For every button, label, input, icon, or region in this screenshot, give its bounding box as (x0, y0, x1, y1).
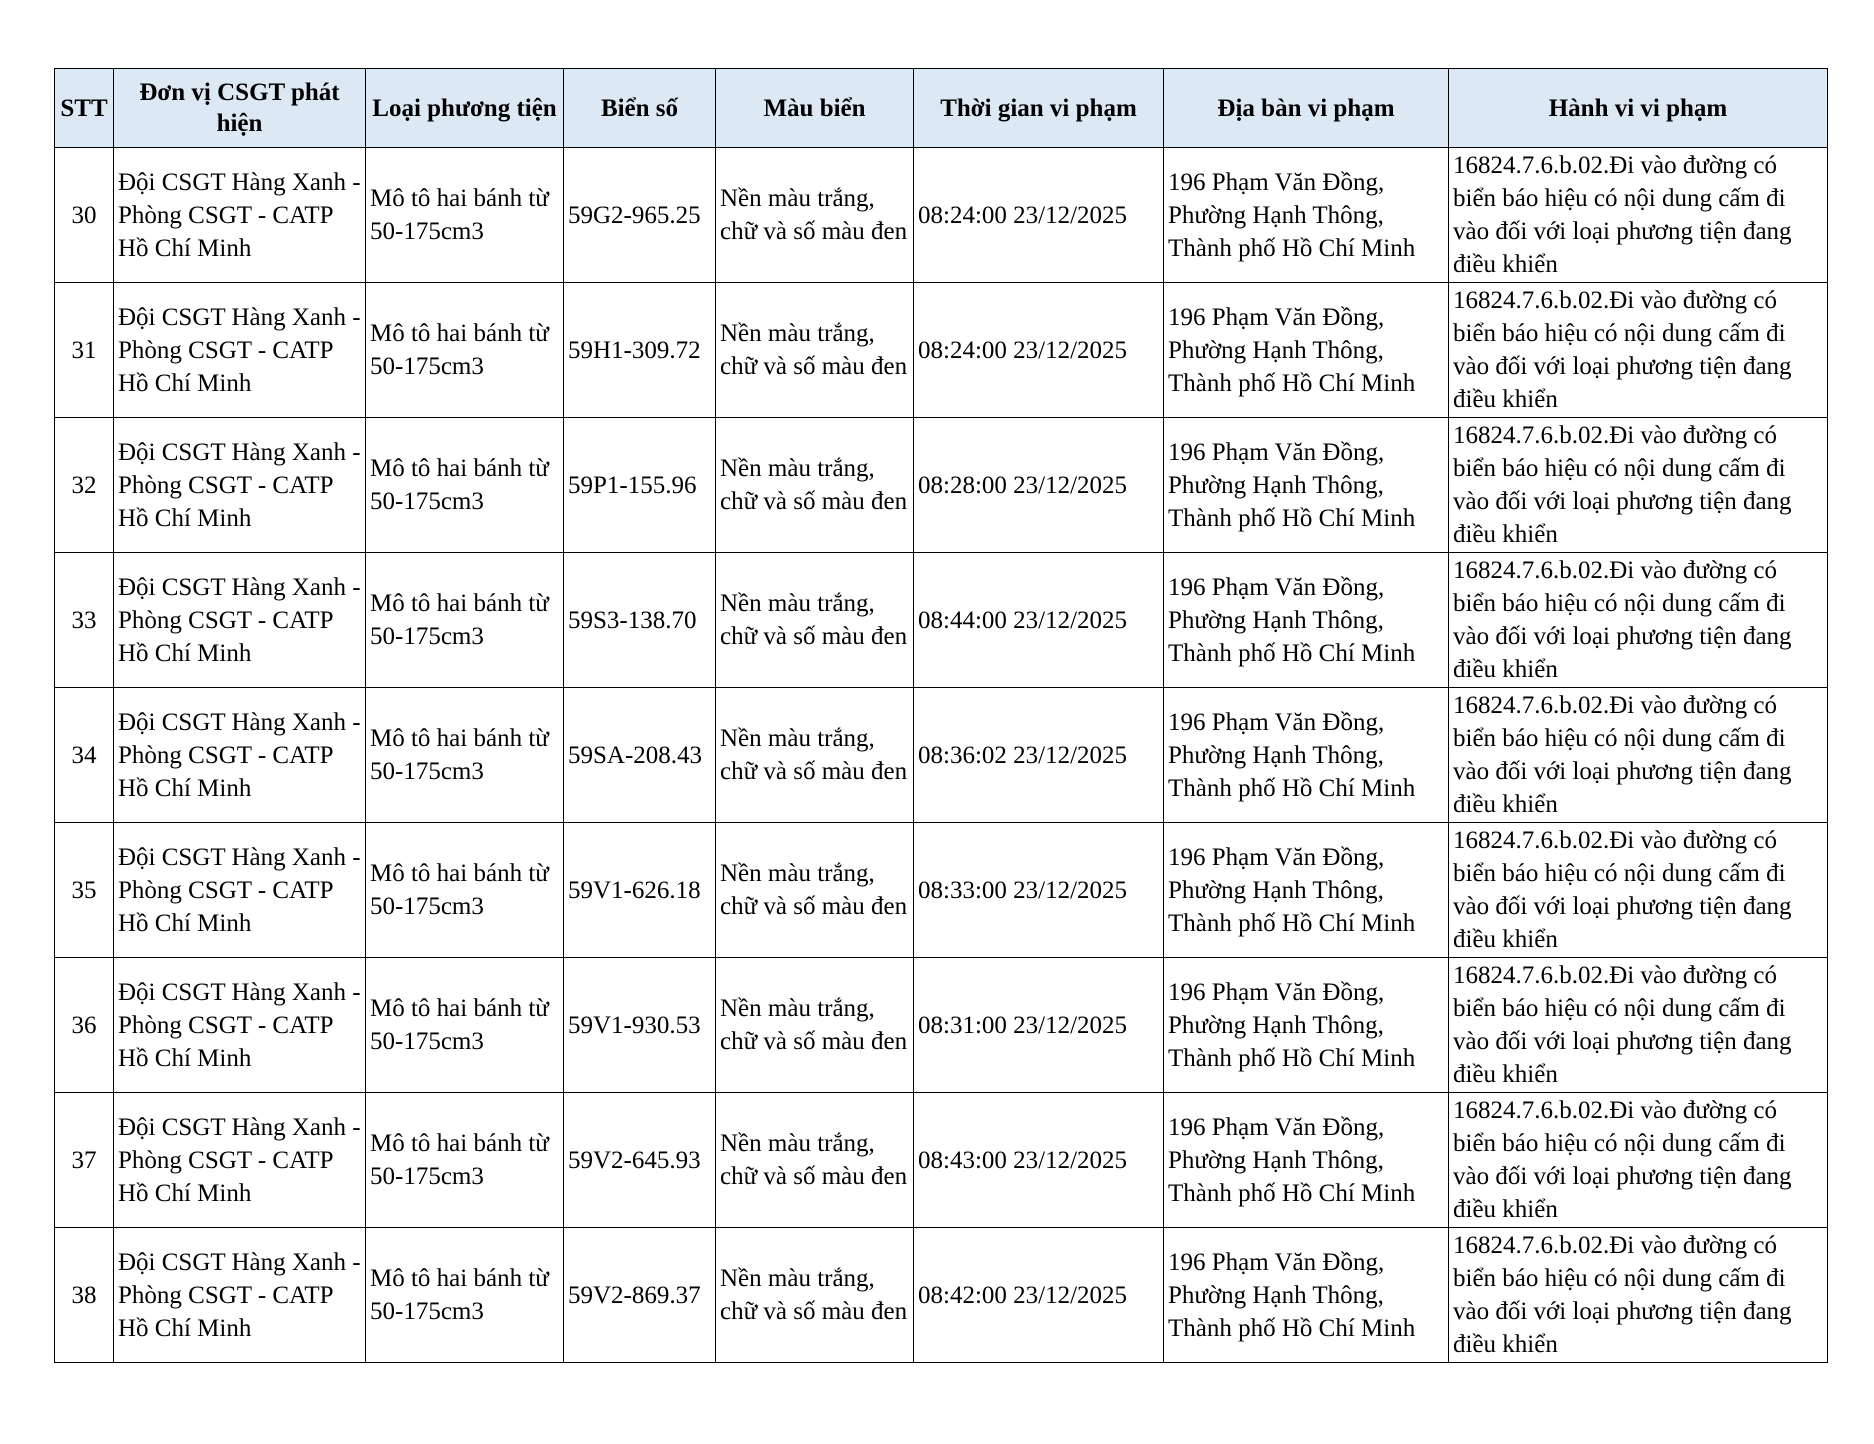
cell-plate: 59V2-869.37 (564, 1228, 716, 1363)
header-plate: Biển số (564, 69, 716, 148)
cell-violation: 16824.7.6.b.02.Đi vào đường có biển báo hiệu có nội dung cấm đi vào đối với loại phương tiện đang điều khiển (1449, 1093, 1828, 1228)
cell-vehicle: Mô tô hai bánh từ 50-175cm3 (366, 823, 564, 958)
cell-unit: Đội CSGT Hàng Xanh - Phòng CSGT - CATP Hồ Chí Minh (114, 823, 366, 958)
cell-plate: 59G2-965.25 (564, 148, 716, 283)
table-row (55, 1093, 1828, 1228)
cell-plate-color: Nền màu trắng, chữ và số màu đen (716, 958, 914, 1093)
header-violation: Hành vi vi phạm (1449, 69, 1828, 148)
cell-time: 08:24:00 23/12/2025 (914, 148, 1164, 283)
cell-unit: Đội CSGT Hàng Xanh - Phòng CSGT - CATP Hồ Chí Minh (114, 553, 366, 688)
cell-plate: 59V1-626.18 (564, 823, 716, 958)
table-row (55, 553, 1828, 688)
table-row (55, 418, 1828, 553)
cell-plate: 59SA-208.43 (564, 688, 716, 823)
cell-plate-color: Nền màu trắng, chữ và số màu đen (716, 418, 914, 553)
cell-location: 196 Phạm Văn Đồng, Phường Hạnh Thông, Thành phố Hồ Chí Minh (1164, 283, 1449, 418)
cell-plate: 59H1-309.72 (564, 283, 716, 418)
cell-stt: 36 (55, 958, 114, 1093)
cell-unit: Đội CSGT Hàng Xanh - Phòng CSGT - CATP Hồ Chí Minh (114, 283, 366, 418)
cell-stt: 38 (55, 1228, 114, 1363)
cell-vehicle: Mô tô hai bánh từ 50-175cm3 (366, 1093, 564, 1228)
cell-time: 08:36:02 23/12/2025 (914, 688, 1164, 823)
cell-violation: 16824.7.6.b.02.Đi vào đường có biển báo hiệu có nội dung cấm đi vào đối với loại phương tiện đang điều khiển (1449, 418, 1828, 553)
cell-plate-color: Nền màu trắng, chữ và số màu đen (716, 283, 914, 418)
cell-time: 08:24:00 23/12/2025 (914, 283, 1164, 418)
cell-plate-color: Nền màu trắng, chữ và số màu đen (716, 148, 914, 283)
header-vehicle: Loại phương tiện (366, 69, 564, 148)
cell-stt: 33 (55, 553, 114, 688)
table-header (55, 69, 1828, 148)
cell-stt: 30 (55, 148, 114, 283)
table-row (55, 1228, 1828, 1363)
cell-plate: 59V1-930.53 (564, 958, 716, 1093)
cell-violation: 16824.7.6.b.02.Đi vào đường có biển báo hiệu có nội dung cấm đi vào đối với loại phương tiện đang điều khiển (1449, 1228, 1828, 1363)
cell-vehicle: Mô tô hai bánh từ 50-175cm3 (366, 688, 564, 823)
cell-vehicle: Mô tô hai bánh từ 50-175cm3 (366, 283, 564, 418)
header-row (55, 69, 1828, 148)
cell-stt: 31 (55, 283, 114, 418)
header-unit: Đơn vị CSGT phát hiện (114, 69, 366, 148)
cell-vehicle: Mô tô hai bánh từ 50-175cm3 (366, 1228, 564, 1363)
cell-plate-color: Nền màu trắng, chữ và số màu đen (716, 688, 914, 823)
table-row (55, 688, 1828, 823)
cell-stt: 32 (55, 418, 114, 553)
cell-unit: Đội CSGT Hàng Xanh - Phòng CSGT - CATP Hồ Chí Minh (114, 688, 366, 823)
table-row (55, 148, 1828, 283)
cell-violation: 16824.7.6.b.02.Đi vào đường có biển báo hiệu có nội dung cấm đi vào đối với loại phương tiện đang điều khiển (1449, 823, 1828, 958)
cell-time: 08:42:00 23/12/2025 (914, 1228, 1164, 1363)
cell-plate-color: Nền màu trắng, chữ và số màu đen (716, 553, 914, 688)
table-body (55, 148, 1828, 1363)
cell-vehicle: Mô tô hai bánh từ 50-175cm3 (366, 958, 564, 1093)
cell-plate-color: Nền màu trắng, chữ và số màu đen (716, 1228, 914, 1363)
cell-location: 196 Phạm Văn Đồng, Phường Hạnh Thông, Thành phố Hồ Chí Minh (1164, 1093, 1449, 1228)
cell-vehicle: Mô tô hai bánh từ 50-175cm3 (366, 418, 564, 553)
cell-vehicle: Mô tô hai bánh từ 50-175cm3 (366, 553, 564, 688)
cell-location: 196 Phạm Văn Đồng, Phường Hạnh Thông, Thành phố Hồ Chí Minh (1164, 688, 1449, 823)
cell-time: 08:33:00 23/12/2025 (914, 823, 1164, 958)
cell-unit: Đội CSGT Hàng Xanh - Phòng CSGT - CATP Hồ Chí Minh (114, 1228, 366, 1363)
table-row (55, 958, 1828, 1093)
cell-location: 196 Phạm Văn Đồng, Phường Hạnh Thông, Thành phố Hồ Chí Minh (1164, 418, 1449, 553)
cell-location: 196 Phạm Văn Đồng, Phường Hạnh Thông, Thành phố Hồ Chí Minh (1164, 553, 1449, 688)
violation-table (54, 68, 1828, 1363)
cell-stt: 35 (55, 823, 114, 958)
table-row (55, 823, 1828, 958)
cell-plate: 59V2-645.93 (564, 1093, 716, 1228)
cell-plate: 59S3-138.70 (564, 553, 716, 688)
cell-time: 08:28:00 23/12/2025 (914, 418, 1164, 553)
cell-unit: Đội CSGT Hàng Xanh - Phòng CSGT - CATP Hồ Chí Minh (114, 418, 366, 553)
header-stt: STT (55, 69, 114, 148)
cell-location: 196 Phạm Văn Đồng, Phường Hạnh Thông, Thành phố Hồ Chí Minh (1164, 1228, 1449, 1363)
violation-sheet (54, 68, 1827, 1363)
cell-violation: 16824.7.6.b.02.Đi vào đường có biển báo hiệu có nội dung cấm đi vào đối với loại phương tiện đang điều khiển (1449, 688, 1828, 823)
cell-plate-color: Nền màu trắng, chữ và số màu đen (716, 1093, 914, 1228)
cell-plate: 59P1-155.96 (564, 418, 716, 553)
cell-time: 08:43:00 23/12/2025 (914, 1093, 1164, 1228)
cell-time: 08:31:00 23/12/2025 (914, 958, 1164, 1093)
cell-violation: 16824.7.6.b.02.Đi vào đường có biển báo hiệu có nội dung cấm đi vào đối với loại phương tiện đang điều khiển (1449, 553, 1828, 688)
cell-location: 196 Phạm Văn Đồng, Phường Hạnh Thông, Thành phố Hồ Chí Minh (1164, 958, 1449, 1093)
cell-vehicle: Mô tô hai bánh từ 50-175cm3 (366, 148, 564, 283)
cell-stt: 34 (55, 688, 114, 823)
table-row (55, 283, 1828, 418)
cell-location: 196 Phạm Văn Đồng, Phường Hạnh Thông, Thành phố Hồ Chí Minh (1164, 148, 1449, 283)
cell-time: 08:44:00 23/12/2025 (914, 553, 1164, 688)
cell-unit: Đội CSGT Hàng Xanh - Phòng CSGT - CATP Hồ Chí Minh (114, 1093, 366, 1228)
cell-unit: Đội CSGT Hàng Xanh - Phòng CSGT - CATP Hồ Chí Minh (114, 148, 366, 283)
header-location: Địa bàn vi phạm (1164, 69, 1449, 148)
cell-violation: 16824.7.6.b.02.Đi vào đường có biển báo hiệu có nội dung cấm đi vào đối với loại phương tiện đang điều khiển (1449, 283, 1828, 418)
cell-violation: 16824.7.6.b.02.Đi vào đường có biển báo hiệu có nội dung cấm đi vào đối với loại phương tiện đang điều khiển (1449, 148, 1828, 283)
header-plate-color: Màu biển (716, 69, 914, 148)
cell-violation: 16824.7.6.b.02.Đi vào đường có biển báo hiệu có nội dung cấm đi vào đối với loại phương tiện đang điều khiển (1449, 958, 1828, 1093)
cell-stt: 37 (55, 1093, 114, 1228)
cell-unit: Đội CSGT Hàng Xanh - Phòng CSGT - CATP Hồ Chí Minh (114, 958, 366, 1093)
cell-plate-color: Nền màu trắng, chữ và số màu đen (716, 823, 914, 958)
cell-location: 196 Phạm Văn Đồng, Phường Hạnh Thông, Thành phố Hồ Chí Minh (1164, 823, 1449, 958)
header-time: Thời gian vi phạm (914, 69, 1164, 148)
